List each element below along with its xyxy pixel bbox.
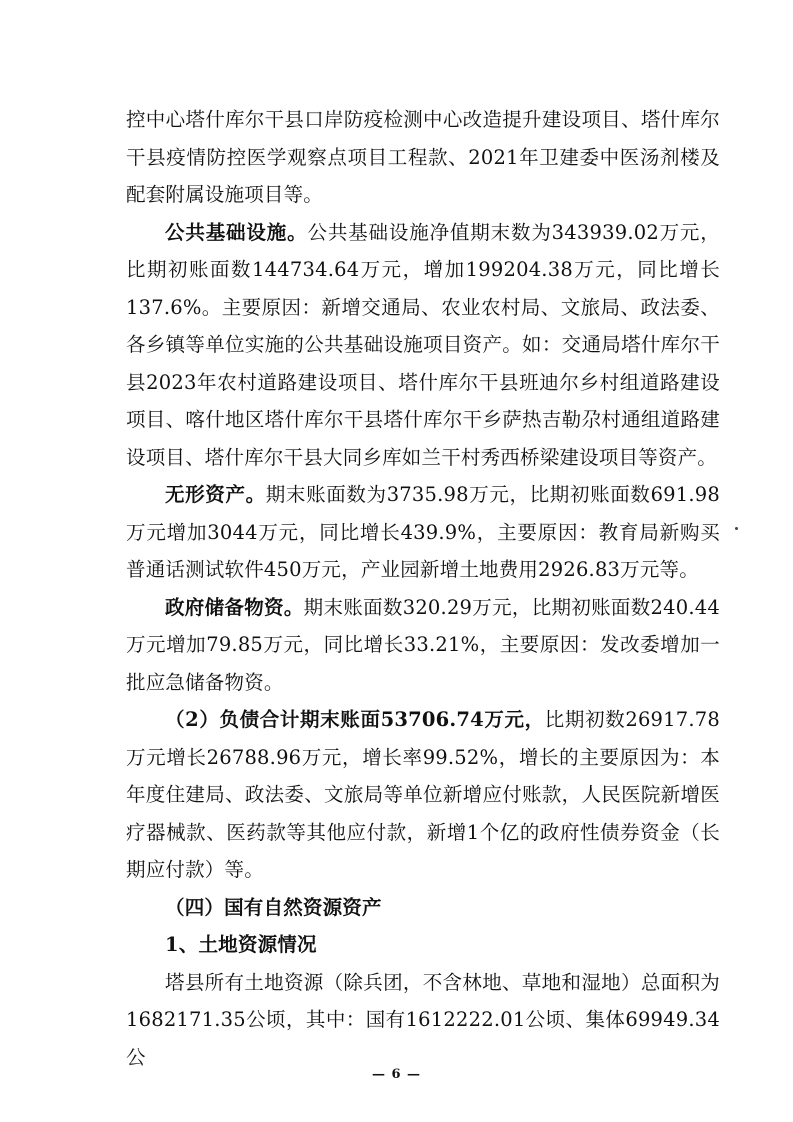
paragraph-lead: 无形资产。 <box>165 483 266 506</box>
section-heading: （四）国有自然资源资产 <box>165 895 382 919</box>
paragraph-lead: 政府储备物资。 <box>165 595 304 619</box>
paragraph-continuation <box>126 101 720 214</box>
paragraph-land-resources <box>126 964 720 1077</box>
subsection-heading: 1、土地资源情况 <box>165 933 317 956</box>
paragraph-reserve-materials <box>126 589 720 702</box>
paragraph-text: 塔县所有土地资源（除兵团，不含林地、草地和湿地）总面积为1682171.35公顷，其中：国有1612222.01公顷、集体69949.34公 <box>126 970 720 1069</box>
document-body <box>126 101 720 1076</box>
scan-speck <box>735 527 738 530</box>
paragraph-text: 期末账面数为3735.98万元，比期初账面数691.98万元增加3044万元，同比增长439.9%，主要原因：教育局新购买普通话测试软件450万元，产业园新增土地费用2926.83万元等。 <box>126 483 720 581</box>
paragraph-lead: 公共基础设施。 <box>165 220 308 244</box>
paragraph-public-infrastructure <box>126 214 720 477</box>
paragraph-lead: （2）负债合计期末账面53706.74万元， <box>165 708 545 731</box>
paragraph-text: 公共基础设施净值期末数为343939.02万元，比期初账面数144734.64万元，增加199204.38万元，同比增长137.6%。主要原因：新增交通局、农业农村局、文旅局、政法委、各乡镇等单位实施的公共基础设施项目资产。如：交通局塔什库尔干县2023年农村道路建设项目、塔什库尔干县班迪尔乡村组道路建设项目、喀什地区塔什库尔干县塔什库尔干乡萨热吉勒尕村通组道路建设项目、塔什库尔干县大同乡库如兰干村秀西桥梁建设项目等资产。 <box>126 220 720 469</box>
paragraph-text: 控中心塔什库尔干县口岸防疫检测中心改造提升建设项目、塔什库尔干县疫情防控医学观察点项目工程款、2021年卫建委中医汤剂楼及配套附属设施项目等。 <box>126 108 720 206</box>
paragraph-text: 比期初数26917.78万元增长26788.96万元，增长率99.52%，增长的主要原因为：本年度住建局、政法委、文旅局等单位新增应付账款，人民医院新增医疗器械款、医药款等其他应付款，新增1个亿的政府性债券资金（长期应付款）等。 <box>126 708 720 881</box>
paragraph-text: 期末账面数320.29万元，比期初账面数240.44万元增加79.85万元，同比增长33.21%，主要原因：发改委增加一批应急储备物资。 <box>126 595 720 694</box>
page-number: — 6 — <box>371 1067 422 1082</box>
paragraph-intangible-assets <box>126 476 720 589</box>
paragraph-liabilities <box>126 701 720 889</box>
